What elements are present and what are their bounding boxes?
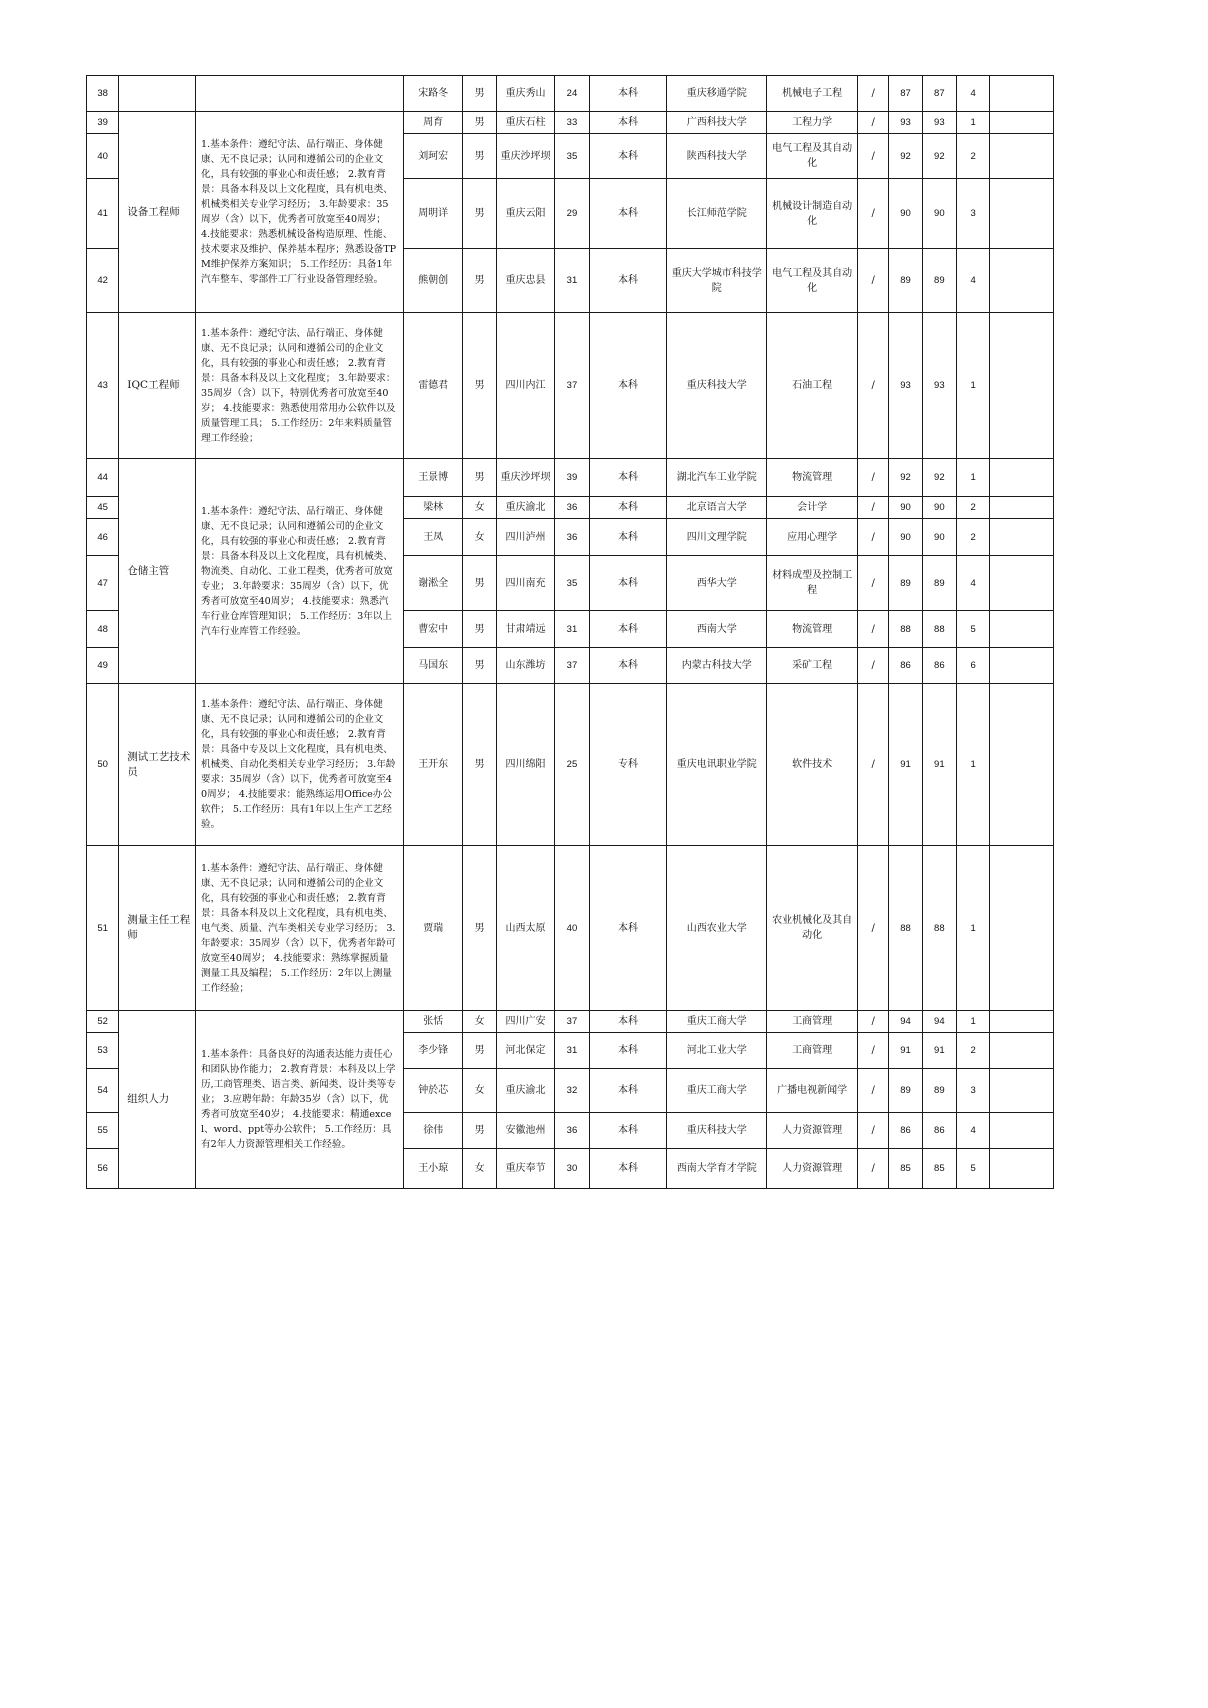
position-requirements: 1.基本条件：遵纪守法、品行端正、身体健康、无不良记录；认同和遵循公司的企业文化，具有较强的事业心和责任感； 2.教育背景：具备本科及以上文化程度，具有机电类、电气类、质量、汽车类相关专业学习经历； 3.年龄要求：35周岁（含）以下，优秀者年龄可放宽至40周岁； 4.技能要求：熟练掌握质量测量工具及编程； 5.工作经历：2年以上测量工作经验； — [196, 846, 404, 1011]
position-requirements — [196, 76, 404, 112]
table-row — [87, 112, 1054, 134]
table-row — [87, 1011, 1054, 1033]
candidate-name: 周育 — [403, 112, 463, 134]
candidate-score1: 92 — [889, 134, 922, 179]
candidate-degree: 本科 — [589, 76, 667, 112]
candidate-major: 机械设计制造自动化 — [767, 179, 858, 249]
candidate-degree: 本科 — [589, 1033, 667, 1069]
candidate-origin: 重庆奉节 — [496, 1149, 555, 1189]
candidate-age: 35 — [555, 556, 589, 611]
candidate-mark: / — [858, 313, 889, 459]
candidate-origin: 四川绵阳 — [496, 684, 555, 846]
candidate-gender: 女 — [463, 1069, 496, 1113]
candidate-gender: 女 — [463, 519, 496, 556]
candidate-score2: 89 — [922, 1069, 956, 1113]
candidate-rank: 4 — [956, 556, 989, 611]
candidate-mark: / — [858, 611, 889, 648]
row-number: 44 — [87, 459, 119, 497]
candidate-degree: 本科 — [589, 134, 667, 179]
candidate-remark — [990, 611, 1054, 648]
candidate-degree: 本科 — [589, 459, 667, 497]
candidate-age: 36 — [555, 519, 589, 556]
candidate-name: 李少锋 — [403, 1033, 463, 1069]
candidate-gender: 男 — [463, 459, 496, 497]
candidate-name: 熊朝创 — [403, 249, 463, 313]
candidate-major: 会计学 — [767, 497, 858, 519]
candidate-age: 36 — [555, 497, 589, 519]
row-number: 52 — [87, 1011, 119, 1033]
candidate-age: 33 — [555, 112, 589, 134]
candidate-score1: 92 — [889, 459, 922, 497]
candidate-degree: 本科 — [589, 611, 667, 648]
candidate-major: 人力资源管理 — [767, 1113, 858, 1149]
position-title: 仓储主管 — [119, 459, 196, 684]
candidate-age: 30 — [555, 1149, 589, 1189]
candidate-name: 张恬 — [403, 1011, 463, 1033]
candidate-score1: 90 — [889, 497, 922, 519]
candidate-score1: 89 — [889, 249, 922, 313]
candidate-school: 广西科技大学 — [667, 112, 767, 134]
candidate-remark — [990, 556, 1054, 611]
candidate-remark — [990, 134, 1054, 179]
candidate-degree: 本科 — [589, 1113, 667, 1149]
candidate-table-body — [87, 76, 1054, 1189]
candidate-origin: 重庆秀山 — [496, 76, 555, 112]
candidate-school: 重庆工商大学 — [667, 1011, 767, 1033]
candidate-remark — [990, 179, 1054, 249]
candidate-major: 物流管理 — [767, 459, 858, 497]
candidate-rank: 6 — [956, 648, 989, 684]
candidate-degree: 本科 — [589, 497, 667, 519]
candidate-name: 王景博 — [403, 459, 463, 497]
candidate-remark — [990, 112, 1054, 134]
candidate-score1: 93 — [889, 313, 922, 459]
candidate-score2: 88 — [922, 611, 956, 648]
candidate-gender: 男 — [463, 249, 496, 313]
candidate-degree: 专科 — [589, 684, 667, 846]
position-requirements: 1.基本条件：具备良好的沟通表达能力责任心和团队协作能力； 2.教育背景：本科及以上学历,工商管理类、语言类、新闻类、设计类等专业； 3.应聘年龄：年龄35岁（含）以下，优秀者可放宽至40岁； 4.技能要求：精通excel、word、ppt等办公软件； 5.工作经历：具有2年人力资源管理相关工作经验。 — [196, 1011, 404, 1189]
candidate-school: 北京语言大学 — [667, 497, 767, 519]
candidate-score1: 94 — [889, 1011, 922, 1033]
row-number: 51 — [87, 846, 119, 1011]
candidate-mark: / — [858, 249, 889, 313]
candidate-degree: 本科 — [589, 648, 667, 684]
candidate-gender: 男 — [463, 134, 496, 179]
candidate-remark — [990, 76, 1054, 112]
row-number: 38 — [87, 76, 119, 112]
candidate-rank: 2 — [956, 134, 989, 179]
row-number: 46 — [87, 519, 119, 556]
candidate-score1: 88 — [889, 846, 922, 1011]
candidate-remark — [990, 1033, 1054, 1069]
candidate-name: 梁林 — [403, 497, 463, 519]
candidate-origin: 山东潍坊 — [496, 648, 555, 684]
candidate-degree: 本科 — [589, 112, 667, 134]
candidate-mark: / — [858, 134, 889, 179]
candidate-mark: / — [858, 497, 889, 519]
candidate-gender: 女 — [463, 497, 496, 519]
candidate-mark: / — [858, 76, 889, 112]
position-title: 测量主任工程师 — [119, 846, 196, 1011]
candidate-school: 重庆科技大学 — [667, 1113, 767, 1149]
candidate-origin: 山西太原 — [496, 846, 555, 1011]
candidate-origin: 四川泸州 — [496, 519, 555, 556]
candidate-mark: / — [858, 1149, 889, 1189]
candidate-remark — [990, 519, 1054, 556]
table-row — [87, 76, 1054, 112]
candidate-degree: 本科 — [589, 179, 667, 249]
candidate-rank: 3 — [956, 1069, 989, 1113]
candidate-gender: 男 — [463, 1113, 496, 1149]
table-row — [87, 684, 1054, 846]
candidate-name: 贾瑞 — [403, 846, 463, 1011]
candidate-score1: 91 — [889, 684, 922, 846]
candidate-gender: 男 — [463, 313, 496, 459]
candidate-major: 采矿工程 — [767, 648, 858, 684]
candidate-age: 31 — [555, 611, 589, 648]
candidate-rank: 1 — [956, 846, 989, 1011]
candidate-remark — [990, 497, 1054, 519]
candidate-score2: 91 — [922, 1033, 956, 1069]
candidate-mark: / — [858, 1113, 889, 1149]
candidate-rank: 3 — [956, 179, 989, 249]
row-number: 42 — [87, 249, 119, 313]
candidate-mark: / — [858, 1033, 889, 1069]
candidate-age: 29 — [555, 179, 589, 249]
candidate-major: 农业机械化及其自动化 — [767, 846, 858, 1011]
candidate-origin: 重庆石柱 — [496, 112, 555, 134]
candidate-remark — [990, 846, 1054, 1011]
candidate-age: 25 — [555, 684, 589, 846]
candidate-mark: / — [858, 648, 889, 684]
candidate-name: 曹宏中 — [403, 611, 463, 648]
position-title: 测试工艺技术员 — [119, 684, 196, 846]
candidate-mark: / — [858, 684, 889, 846]
candidate-origin: 四川南充 — [496, 556, 555, 611]
candidate-major: 材料成型及控制工程 — [767, 556, 858, 611]
candidate-major: 电气工程及其自动化 — [767, 249, 858, 313]
candidate-mark: / — [858, 179, 889, 249]
candidate-name: 王小琼 — [403, 1149, 463, 1189]
candidate-rank: 4 — [956, 76, 989, 112]
candidate-age: 39 — [555, 459, 589, 497]
candidate-score1: 89 — [889, 556, 922, 611]
candidate-score1: 91 — [889, 1033, 922, 1069]
candidate-name: 钟於芯 — [403, 1069, 463, 1113]
candidate-name: 徐伟 — [403, 1113, 463, 1149]
row-number: 49 — [87, 648, 119, 684]
table-row — [87, 846, 1054, 1011]
row-number: 55 — [87, 1113, 119, 1149]
position-title — [119, 76, 196, 112]
candidate-school: 陕西科技大学 — [667, 134, 767, 179]
table-row — [87, 459, 1054, 497]
position-requirements: 1.基本条件：遵纪守法、品行端正、身体健康、无不良记录；认同和遵循公司的企业文化，具有较强的事业心和责任感； 2.教育背景：具备本科及以上文化程度，具有机械类、物流类、自动化、工业工程类，优秀者可放宽专业； 3.年龄要求：35周岁（含）以下，优秀者可放宽至40周岁； 4.技能要求：熟悉汽车行业仓库管理知识； 5.工作经历：3年以上汽车行业库管工作经验。 — [196, 459, 404, 684]
candidate-school: 重庆科技大学 — [667, 313, 767, 459]
candidate-name: 马国东 — [403, 648, 463, 684]
candidate-rank: 2 — [956, 497, 989, 519]
candidate-school: 重庆移通学院 — [667, 76, 767, 112]
candidate-degree: 本科 — [589, 846, 667, 1011]
candidate-remark — [990, 648, 1054, 684]
position-title: 组织人力 — [119, 1011, 196, 1189]
candidate-school: 四川文理学院 — [667, 519, 767, 556]
candidate-degree: 本科 — [589, 556, 667, 611]
candidate-age: 32 — [555, 1069, 589, 1113]
candidate-gender: 男 — [463, 611, 496, 648]
row-number: 56 — [87, 1149, 119, 1189]
candidate-score1: 90 — [889, 179, 922, 249]
candidate-score2: 90 — [922, 179, 956, 249]
candidate-mark: / — [858, 1069, 889, 1113]
candidate-remark — [990, 1113, 1054, 1149]
candidate-origin: 重庆渝北 — [496, 1069, 555, 1113]
candidate-rank: 1 — [956, 313, 989, 459]
row-number: 43 — [87, 313, 119, 459]
candidate-school: 重庆电讯职业学院 — [667, 684, 767, 846]
row-number: 47 — [87, 556, 119, 611]
table-row — [87, 313, 1054, 459]
candidate-origin: 重庆沙坪坝 — [496, 134, 555, 179]
candidate-remark — [990, 459, 1054, 497]
candidate-remark — [990, 1011, 1054, 1033]
candidate-degree: 本科 — [589, 1011, 667, 1033]
candidate-age: 40 — [555, 846, 589, 1011]
candidate-remark — [990, 249, 1054, 313]
candidate-age: 37 — [555, 313, 589, 459]
candidate-gender: 男 — [463, 112, 496, 134]
candidate-score2: 92 — [922, 134, 956, 179]
candidate-major: 软件技术 — [767, 684, 858, 846]
candidate-gender: 女 — [463, 1149, 496, 1189]
candidate-age: 37 — [555, 1011, 589, 1033]
candidate-rank: 4 — [956, 1113, 989, 1149]
candidate-remark — [990, 1149, 1054, 1189]
candidate-gender: 男 — [463, 1033, 496, 1069]
candidate-origin: 重庆云阳 — [496, 179, 555, 249]
row-number: 39 — [87, 112, 119, 134]
candidate-origin: 河北保定 — [496, 1033, 555, 1069]
candidate-major: 工商管理 — [767, 1033, 858, 1069]
candidate-score2: 91 — [922, 684, 956, 846]
candidate-rank: 1 — [956, 112, 989, 134]
candidate-age: 31 — [555, 249, 589, 313]
candidate-rank: 1 — [956, 684, 989, 846]
candidate-school: 重庆大学城市科技学院 — [667, 249, 767, 313]
candidate-name: 王开东 — [403, 684, 463, 846]
candidate-age: 36 — [555, 1113, 589, 1149]
row-number: 54 — [87, 1069, 119, 1113]
candidate-gender: 男 — [463, 179, 496, 249]
candidate-score2: 87 — [922, 76, 956, 112]
candidate-school: 内蒙古科技大学 — [667, 648, 767, 684]
candidate-major: 工商管理 — [767, 1011, 858, 1033]
candidate-score1: 89 — [889, 1069, 922, 1113]
candidate-age: 24 — [555, 76, 589, 112]
candidate-mark: / — [858, 1011, 889, 1033]
candidate-name: 周明详 — [403, 179, 463, 249]
candidate-score1: 90 — [889, 519, 922, 556]
candidate-gender: 男 — [463, 684, 496, 846]
candidate-score2: 89 — [922, 556, 956, 611]
candidate-mark: / — [858, 519, 889, 556]
candidate-score2: 86 — [922, 1113, 956, 1149]
row-number: 53 — [87, 1033, 119, 1069]
candidate-rank: 1 — [956, 1011, 989, 1033]
candidate-school: 西南大学 — [667, 611, 767, 648]
candidate-score2: 90 — [922, 519, 956, 556]
position-title: 设备工程师 — [119, 112, 196, 313]
candidate-gender: 男 — [463, 556, 496, 611]
candidate-school: 河北工业大学 — [667, 1033, 767, 1069]
row-number: 50 — [87, 684, 119, 846]
candidate-score2: 89 — [922, 249, 956, 313]
candidate-school: 长江师范学院 — [667, 179, 767, 249]
candidate-age: 35 — [555, 134, 589, 179]
candidate-score1: 86 — [889, 648, 922, 684]
candidate-score1: 87 — [889, 76, 922, 112]
candidate-major: 电气工程及其自动化 — [767, 134, 858, 179]
candidate-degree: 本科 — [589, 1069, 667, 1113]
candidate-score1: 93 — [889, 112, 922, 134]
candidate-age: 37 — [555, 648, 589, 684]
row-number: 45 — [87, 497, 119, 519]
candidate-school: 西华大学 — [667, 556, 767, 611]
candidate-score2: 85 — [922, 1149, 956, 1189]
row-number: 40 — [87, 134, 119, 179]
candidate-gender: 男 — [463, 846, 496, 1011]
candidate-school: 重庆工商大学 — [667, 1069, 767, 1113]
candidate-name: 谢淞全 — [403, 556, 463, 611]
candidate-major: 物流管理 — [767, 611, 858, 648]
candidate-rank: 4 — [956, 249, 989, 313]
position-title: IQC工程师 — [119, 313, 196, 459]
candidate-school: 山西农业大学 — [667, 846, 767, 1011]
candidate-score2: 94 — [922, 1011, 956, 1033]
candidate-school: 西南大学育才学院 — [667, 1149, 767, 1189]
candidate-remark — [990, 1069, 1054, 1113]
candidate-gender: 男 — [463, 76, 496, 112]
candidate-rank: 2 — [956, 519, 989, 556]
candidate-name: 雷德君 — [403, 313, 463, 459]
candidate-origin: 四川广安 — [496, 1011, 555, 1033]
candidate-origin: 安徽池州 — [496, 1113, 555, 1149]
candidate-name: 宋路冬 — [403, 76, 463, 112]
candidate-origin: 重庆渝北 — [496, 497, 555, 519]
candidate-table — [86, 75, 1054, 1189]
candidate-major: 工程力学 — [767, 112, 858, 134]
candidate-mark: / — [858, 459, 889, 497]
position-requirements: 1.基本条件：遵纪守法、品行端正、身体健康、无不良记录；认同和遵循公司的企业文化，具有较强的事业心和责任感； 2.教育背景：具备中专及以上文化程度，具有机电类、机械类、自动化类相关专业学习经历； 3.年龄要求：35周岁（含）以下，优秀者可放宽至40周岁； 4.技能要求：能熟练运用Office办公软件； 5.工作经历：具有1年以上生产工艺经验。 — [196, 684, 404, 846]
candidate-score1: 86 — [889, 1113, 922, 1149]
candidate-major: 石油工程 — [767, 313, 858, 459]
candidate-name: 王凤 — [403, 519, 463, 556]
candidate-score2: 93 — [922, 112, 956, 134]
candidate-rank: 5 — [956, 1149, 989, 1189]
candidate-degree: 本科 — [589, 249, 667, 313]
candidate-remark — [990, 684, 1054, 846]
candidate-remark — [990, 313, 1054, 459]
candidate-score2: 90 — [922, 497, 956, 519]
candidate-mark: / — [858, 846, 889, 1011]
row-number: 48 — [87, 611, 119, 648]
candidate-score1: 88 — [889, 611, 922, 648]
candidate-score2: 88 — [922, 846, 956, 1011]
candidate-mark: / — [858, 556, 889, 611]
candidate-major: 人力资源管理 — [767, 1149, 858, 1189]
candidate-rank: 1 — [956, 459, 989, 497]
position-requirements: 1.基本条件：遵纪守法、品行端正、身体健康、无不良记录；认同和遵循公司的企业文化，具有较强的事业心和责任感； 2.教育背景：具备本科及以上文化程度，具有机电类、机械类相关专业学习经历； 3.年龄要求：35周岁（含）以下，优秀者可放宽至40周岁； 4.技能要求：熟悉机械设备构造原理、性能、技术要求及维护、保养基本程序；熟悉设备TPM维护保养方案知识； 5.工作经历：具备1年汽车整车、零部件工厂行业设备管理经验。 — [196, 112, 404, 313]
row-number: 41 — [87, 179, 119, 249]
candidate-degree: 本科 — [589, 313, 667, 459]
candidate-gender: 男 — [463, 648, 496, 684]
candidate-school: 湖北汽车工业学院 — [667, 459, 767, 497]
candidate-rank: 2 — [956, 1033, 989, 1069]
candidate-origin: 重庆忠县 — [496, 249, 555, 313]
candidate-major: 应用心理学 — [767, 519, 858, 556]
candidate-mark: / — [858, 112, 889, 134]
candidate-rank: 5 — [956, 611, 989, 648]
position-requirements: 1.基本条件：遵纪守法、品行端正、身体健康、无不良记录；认同和遵循公司的企业文化，具有较强的事业心和责任感； 2.教育背景：具备本科及以上文化程度； 3.年龄要求：35周岁（含）以下，特别优秀者可放宽至40岁； 4.技能要求：熟悉使用常用办公软件以及质量管理工具； 5.工作经历：2年来料质量管理工作经验； — [196, 313, 404, 459]
candidate-degree: 本科 — [589, 1149, 667, 1189]
candidate-gender: 女 — [463, 1011, 496, 1033]
candidate-degree: 本科 — [589, 519, 667, 556]
candidate-major: 广播电视新闻学 — [767, 1069, 858, 1113]
candidate-origin: 重庆沙坪坝 — [496, 459, 555, 497]
candidate-origin: 甘肃靖远 — [496, 611, 555, 648]
candidate-score2: 93 — [922, 313, 956, 459]
candidate-score1: 85 — [889, 1149, 922, 1189]
candidate-origin: 四川内江 — [496, 313, 555, 459]
candidate-score2: 86 — [922, 648, 956, 684]
candidate-age: 31 — [555, 1033, 589, 1069]
candidate-score2: 92 — [922, 459, 956, 497]
candidate-major: 机械电子工程 — [767, 76, 858, 112]
candidate-name: 刘珂宏 — [403, 134, 463, 179]
